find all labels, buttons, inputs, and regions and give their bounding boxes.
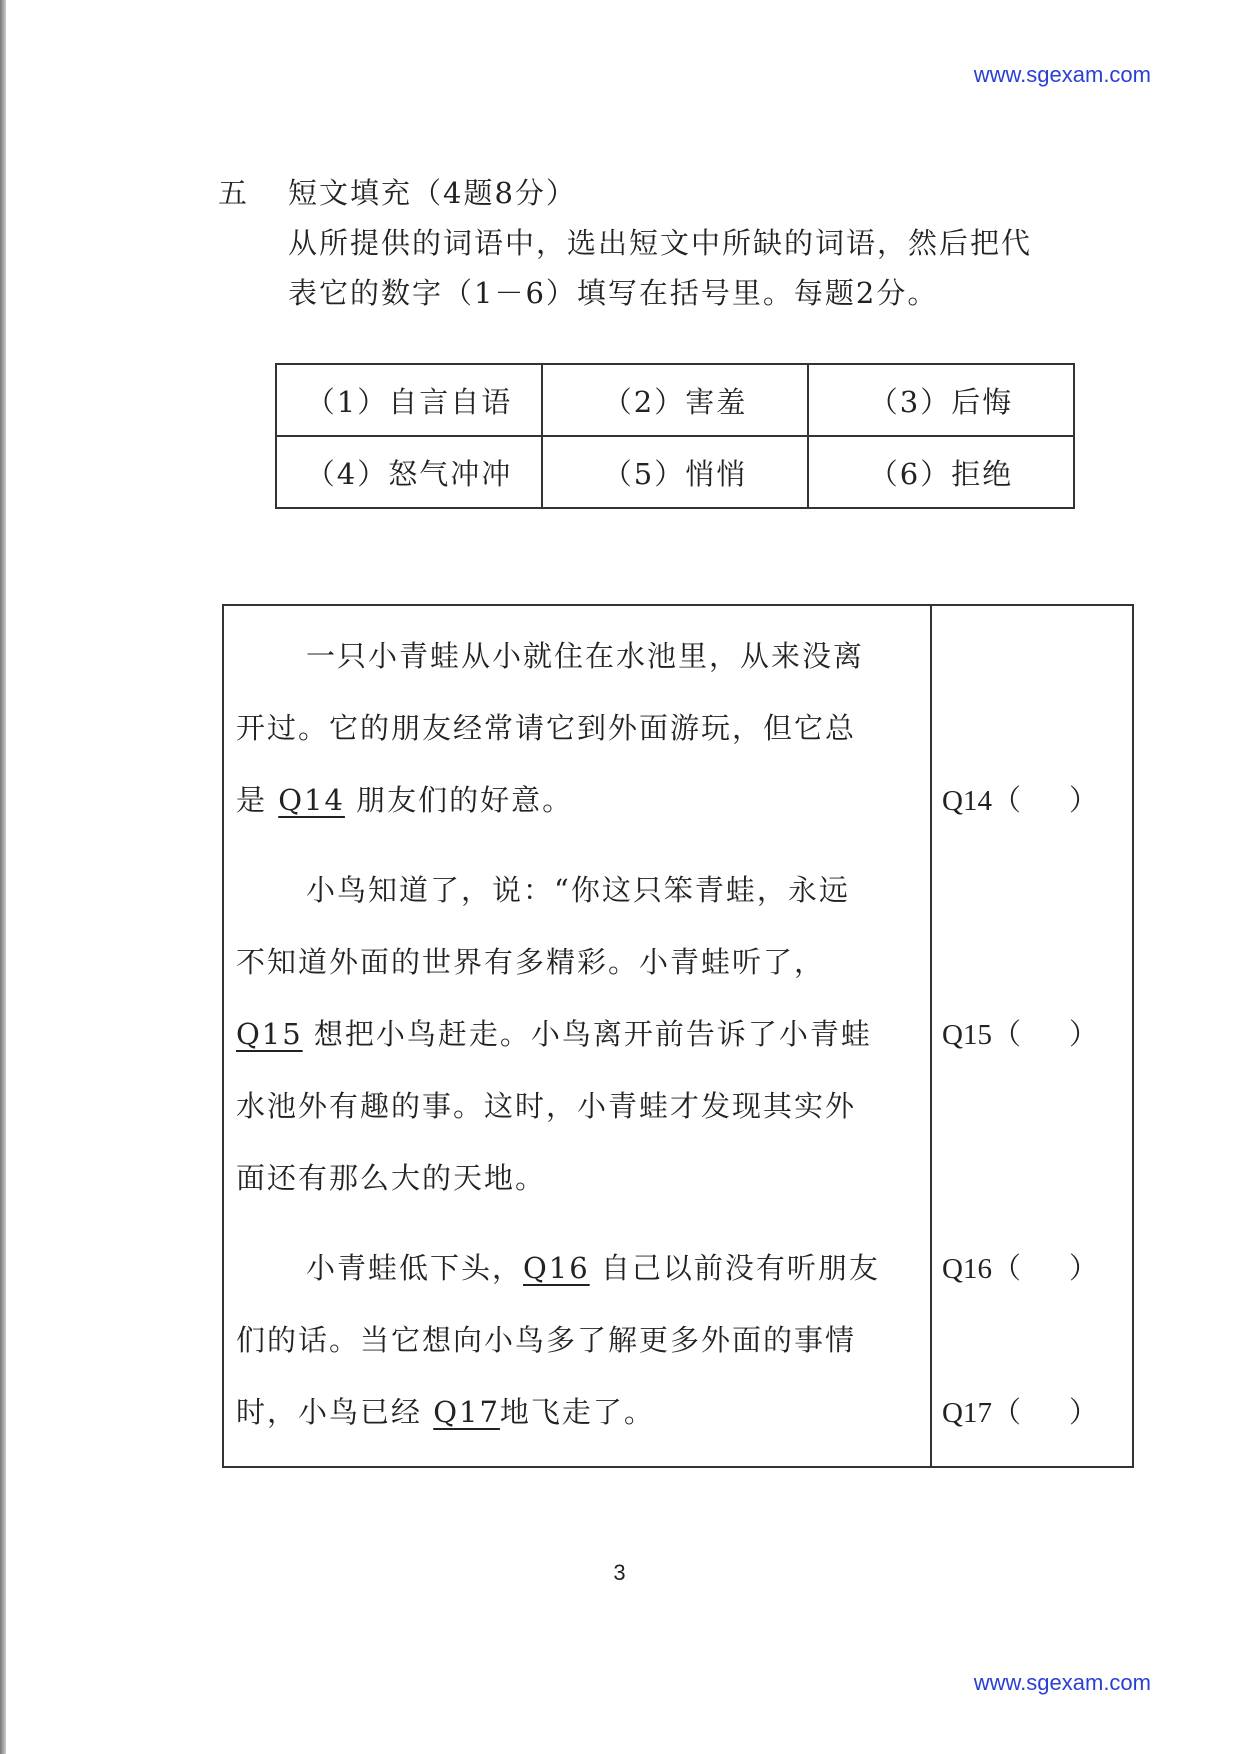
answer-close: ） [1068,1397,1098,1429]
watermark-top: www.sgexam.com [973,62,1151,87]
text-segment: 自己以前没有听朋友 [600,1251,880,1285]
text-segment: 时，小鸟已经 [236,1395,423,1429]
blank-q15: Q15 [236,1017,303,1051]
passage-line: 一只小青蛙从小就住在水池里，从来没离 [306,639,865,673]
passage-line: 们的话。当它想向小鸟多了解更多外面的事情 [236,1323,857,1357]
passage-line: 开过。它的朋友经常请它到外面游玩，但它总 [236,711,857,745]
answer-slot-q17 [942,1390,1112,1431]
option-3: （3）后悔 [808,364,1074,436]
watermark-bottom: www.sgexam.com [973,1670,1151,1695]
answer-slot-q15 [942,1012,1112,1053]
word-options-table [275,363,1075,509]
passage-box [222,604,1134,1468]
answer-label: Q14（ [942,785,1021,817]
text-segment: 地飞走了。 [499,1395,655,1429]
blank-q14: Q14 [278,783,345,817]
passage-line [236,1390,655,1431]
answer-column-divider [930,606,932,1466]
text-segment: 小青蛙低下头， [306,1251,524,1285]
passage-line: 小鸟知道了，说：“你这只笨青蛙，永远 [306,873,850,907]
instruction-line-1: 从所提供的词语中，选出短文中所缺的词语，然后把代 [288,226,1033,260]
passage-line [236,1246,880,1287]
passage-line: 水池外有趣的事。这时，小青蛙才发现其实外 [236,1089,857,1123]
passage-line [236,778,573,819]
answer-label: Q16（ [942,1253,1021,1285]
section-title: 短文填充（4题8分） [288,176,577,210]
options-row [276,364,1074,436]
scan-edge [0,0,6,1754]
options-row [276,436,1074,508]
section-header [218,168,1118,318]
answer-close: ） [1068,785,1098,817]
passage-line [236,1012,872,1053]
passage-line: 面还有那么大的天地。 [236,1161,547,1195]
text-segment: 朋友们的好意。 [356,783,574,817]
answer-slot-q16 [942,1246,1112,1287]
answer-slot-q14 [942,778,1112,819]
passage-line: 不知道外面的世界有多精彩。小青蛙听了， [236,945,826,979]
option-1: （1）自言自语 [276,364,542,436]
blank-q17: Q17 [433,1395,500,1429]
section-number: 五 [218,176,250,210]
option-5: （5）悄悄 [542,436,808,508]
text-segment: 是 [236,783,268,817]
text-segment: 想把小鸟赶走。小鸟离开前告诉了小青蛙 [313,1017,872,1051]
blank-q16: Q16 [523,1251,590,1285]
option-6: （6）拒绝 [808,436,1074,508]
page-number: 3 [613,1560,626,1585]
answer-label: Q15（ [942,1019,1021,1051]
option-4: （4）怒气冲冲 [276,436,542,508]
instruction-line-2: 表它的数字（1－6）填写在括号里。每题2分。 [288,276,939,310]
answer-label: Q17（ [942,1397,1021,1429]
answer-close: ） [1068,1253,1098,1285]
answer-close: ） [1068,1019,1098,1051]
option-2: （2）害羞 [542,364,808,436]
